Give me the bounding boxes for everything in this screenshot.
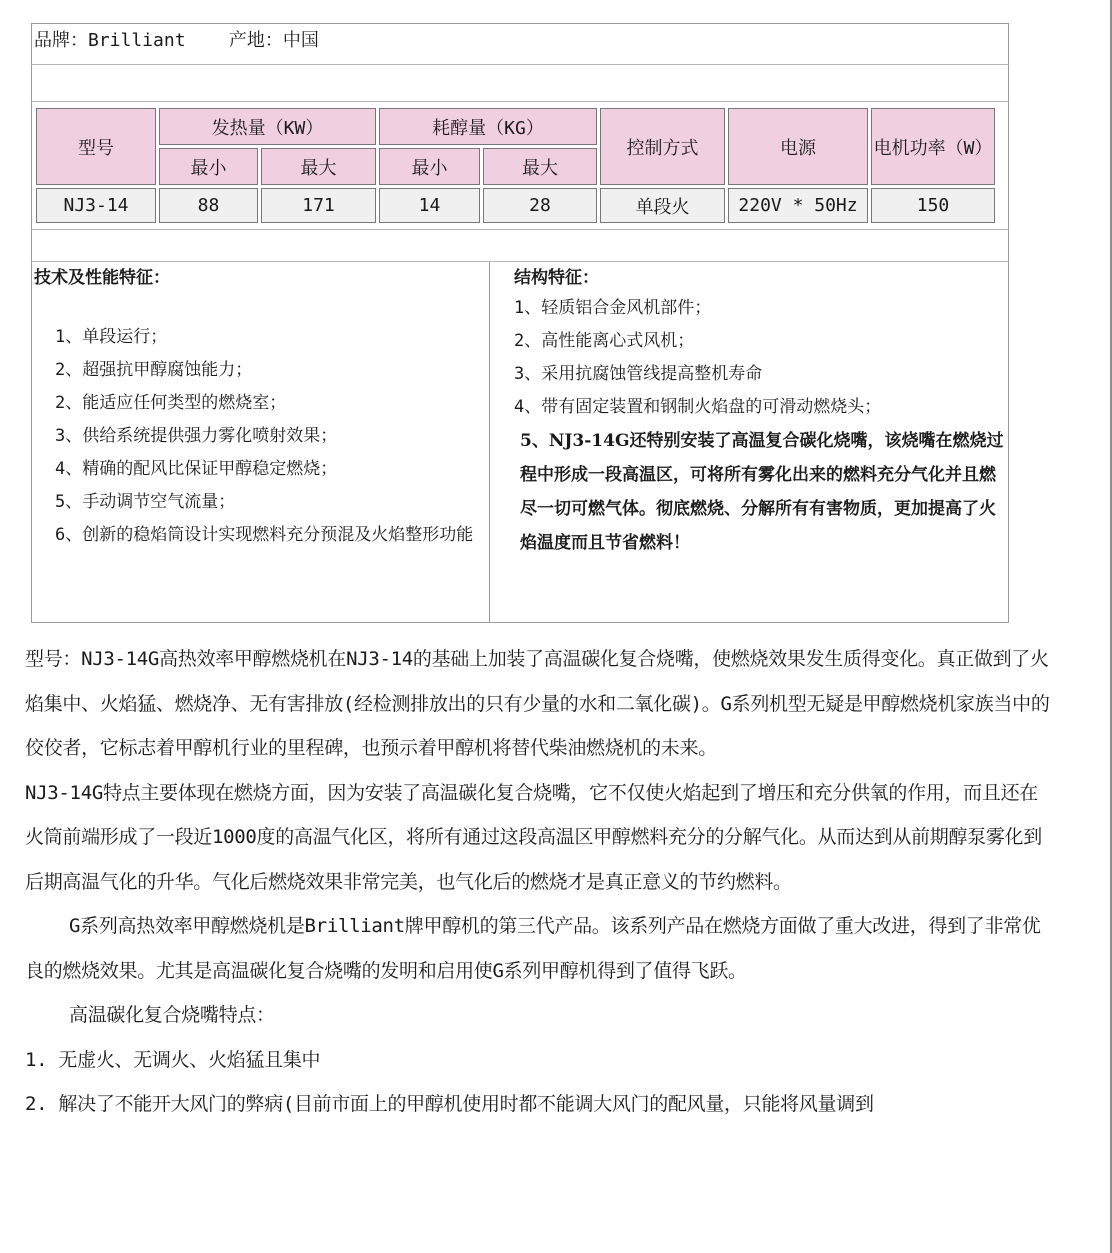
row-divider bbox=[31, 261, 1009, 262]
cell-power-supply: 220V * 50Hz bbox=[728, 188, 868, 223]
paragraph-g-series: G系列高热效率甲醇燃烧机是Brilliant牌甲醇机的第三代产品。该系列产品在燃烧方面做了重大改进，得到了非常优良的燃烧效果。尤其是高温碳化复合烧嘴的发明和启用使G系列甲醇机得到了值得飞跃。 bbox=[25, 915, 1041, 982]
header-model: 型号 bbox=[36, 108, 156, 185]
header-methanol-max: 最大 bbox=[483, 148, 597, 185]
header-control-mode: 控制方式 bbox=[600, 108, 725, 185]
row-divider bbox=[31, 229, 1009, 230]
brand-origin-line: 品牌：Brilliant 产地：中国 bbox=[34, 30, 319, 51]
tech-features-list bbox=[34, 321, 486, 552]
header-power-supply: 电源 bbox=[728, 108, 868, 185]
tech-feature-item: 1、单段运行； bbox=[55, 327, 168, 347]
structure-features-title: 结构特征： bbox=[514, 268, 599, 288]
structure-features-section bbox=[514, 264, 1004, 560]
cell-heat-min: 88 bbox=[159, 188, 258, 223]
header-heat-output: 发热量（KW） bbox=[159, 108, 376, 145]
tech-feature-item: 5、手动调节空气流量； bbox=[55, 492, 236, 512]
tech-features-title: 技术及性能特征： bbox=[34, 268, 170, 288]
row-divider bbox=[31, 101, 1009, 102]
structure-feature-item: 2、高性能离心式风机； bbox=[514, 331, 695, 351]
tech-feature-item: 3、供给系统提供强力雾化喷射效果； bbox=[55, 426, 338, 446]
paragraph-features: NJ3-14G特点主要体现在燃烧方面，因为安装了高温碳化复合烧嘴，它不仅使火焰起到了增压和充分供氧的作用，而且还在火筒前端形成了一段近1000度的高温气化区，将所有通过这段高温区甲醇燃料充分的分解气化。从而达到从前期醇泵雾化到后期高温气化的升华。气化后燃烧效果非常完美，也气化后的燃烧才是真正意义的节约燃料。 bbox=[25, 781, 1042, 893]
header-methanol-min: 最小 bbox=[379, 148, 480, 185]
structure-feature-highlight: 5、NJ3-14G还特别安装了高温复合碳化烧嘴，该烧嘴在燃烧过程中形成一段高温区，可将所有雾化出来的燃料充分气化并且燃尽一切可燃气体。彻底燃烧、分解所有有害物质，更加提高了火焰温度而且节省燃料！ bbox=[520, 431, 1004, 553]
tech-feature-item: 6、创新的稳焰筒设计实现燃料充分预混及火焰整形功能 bbox=[55, 525, 474, 545]
tech-feature-item: 2、超强抗甲醇腐蚀能力； bbox=[55, 360, 253, 380]
tech-features-section bbox=[34, 264, 486, 552]
structure-feature-item: 3、采用抗腐蚀管线提高整机寿命 bbox=[514, 364, 763, 384]
structure-features-list bbox=[514, 292, 1004, 560]
cell-methanol-max: 28 bbox=[483, 188, 597, 223]
spec-table bbox=[33, 105, 998, 226]
paragraph-model-intro: 型号：NJ3-14G高热效率甲醇燃烧机在NJ3-14的基础上加装了高温碳化复合烧嘴，使燃烧效果发生质得变化。真正做到了火焰集中、火焰猛、燃烧净、无有害排放(经检测排放出的只有少量的水和二氧化碳)。G系列机型无疑是甲醇燃烧机家族当中的佼佼者，它标志着甲醇机行业的里程碑，也预示着甲醇机将替代柴油燃烧机的未来。 bbox=[25, 648, 1050, 759]
header-heat-max: 最大 bbox=[261, 148, 376, 185]
structure-feature-item: 1、轻质铝合金风机部件； bbox=[514, 298, 712, 318]
cell-heat-max: 171 bbox=[261, 188, 376, 223]
column-divider bbox=[489, 262, 490, 623]
tech-feature-item: 2、能适应任何类型的燃烧室； bbox=[55, 393, 287, 413]
header-motor-power: 电机功率（W） bbox=[871, 108, 995, 185]
cell-methanol-min: 14 bbox=[379, 188, 480, 223]
cell-model: NJ3-14 bbox=[36, 188, 156, 223]
header-heat-min: 最小 bbox=[159, 148, 258, 185]
nozzle-feature-2: 2. 解决了不能开大风门的弊病(目前市面上的甲醇机使用时都不能调大风门的配风量，只能将风量调到 bbox=[25, 1093, 874, 1115]
tech-feature-item: 4、精确的配风比保证甲醇稳定燃烧； bbox=[55, 459, 338, 479]
nozzle-feature-1: 1. 无虚火、无调火、火焰猛且集中 bbox=[25, 1048, 321, 1071]
cell-control-mode: 单段火 bbox=[600, 188, 725, 223]
description-body bbox=[25, 637, 1050, 1127]
cell-motor-power: 150 bbox=[871, 188, 995, 223]
header-methanol-consumption: 耗醇量（KG） bbox=[379, 108, 597, 145]
row-divider bbox=[31, 64, 1009, 65]
paragraph-nozzle-heading: 高温碳化复合烧嘴特点： bbox=[69, 1004, 275, 1026]
structure-feature-item: 4、带有固定装置和钢制火焰盘的可滑动燃烧头； bbox=[514, 397, 882, 417]
